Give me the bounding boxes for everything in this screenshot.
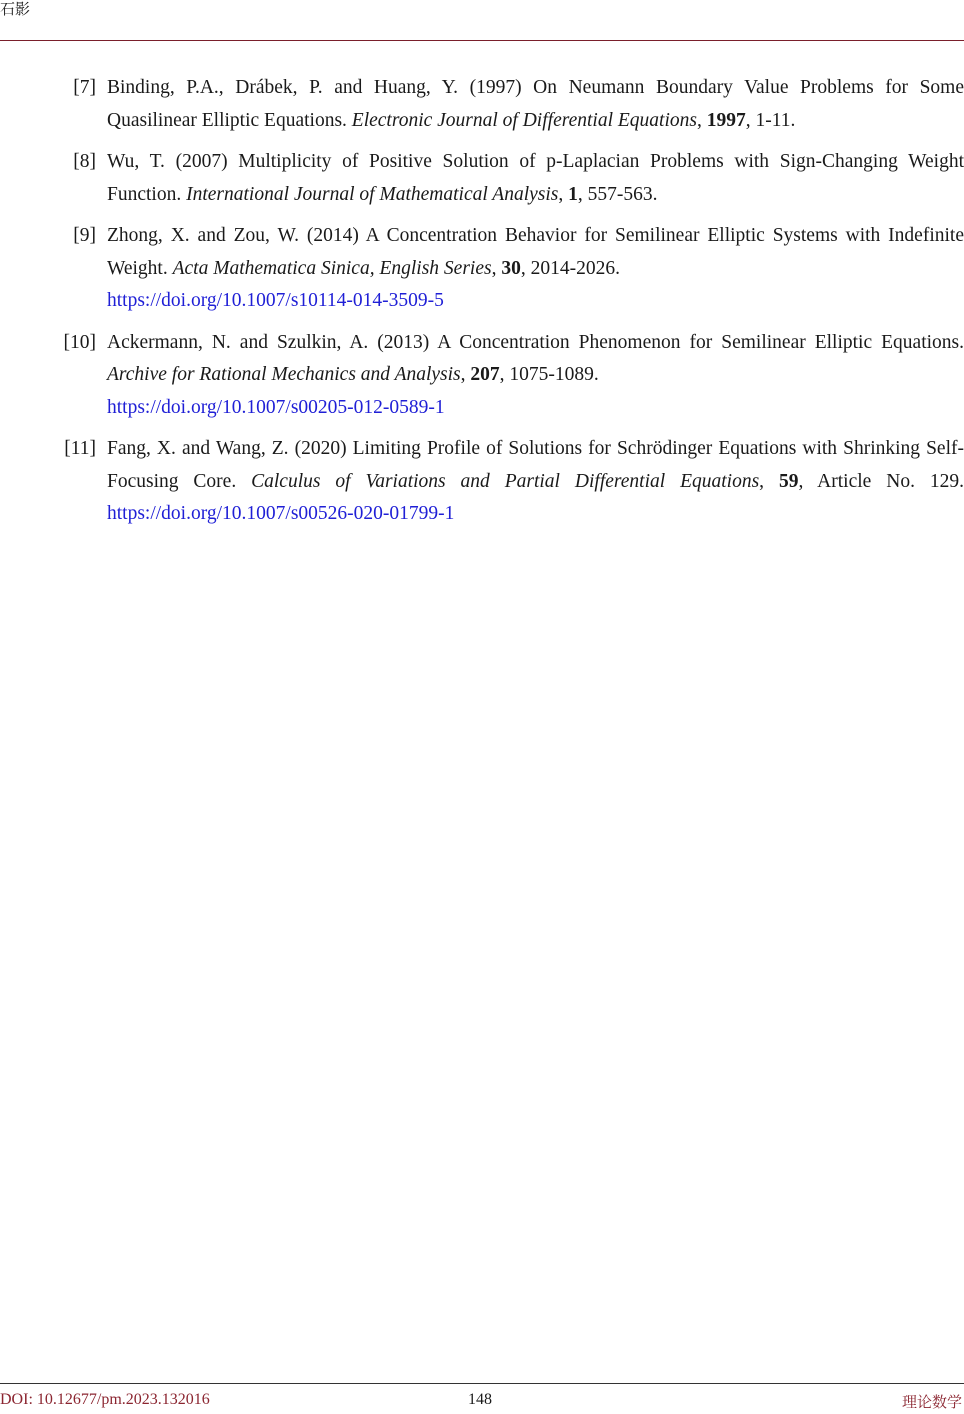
page-footer	[0, 1391, 964, 1413]
reference-pages: , 1075-1089.	[499, 364, 599, 385]
reference-number: [11]	[64, 438, 96, 459]
reference-pages: , 557-563.	[577, 183, 658, 205]
reference-journal: Electronic Journal of Differential Equations	[351, 109, 697, 131]
reference-text: Ackermann, N. and Szulkin, A. (2013) A Concentration Phenomenon for Semilinear Elliptic Equations.	[107, 331, 964, 353]
page-number: 148	[468, 1391, 492, 1408]
reference-pages: , 2014-2026.	[520, 257, 620, 279]
reference-list	[0, 72, 964, 540]
reference-item: [7] Binding, P.A., Drábek, P. and Huang, Y. (1997) On Neumann Boundary Value Problems for Some Quasilinear Elliptic Equations. Electronic Journal of Differential Equations, 1997, 1-11.	[0, 72, 964, 137]
reference-journal: International Journal of Mathematical Analysis	[186, 183, 559, 205]
footer-doi: DOI: 10.12677/pm.2023.132016	[0, 1391, 210, 1408]
reference-number: [8]	[73, 151, 96, 172]
footer-divider	[0, 1383, 964, 1384]
reference-pages: , 1-11.	[745, 109, 796, 131]
reference-item: [8] Wu, T. (2007) Multiplicity of Positive Solution of p-Laplacian Problems with Sign-Changing Weight Function. International Journal of Mathematical Analysis, 1, 557-563.	[0, 146, 964, 211]
reference-item: [9] Zhong, X. and Zou, W. (2014) A Concentration Behavior for Semilinear Elliptic Systems with Indefinite Weight. Acta Mathematica Sinica, English Series, 30, 2014-2026. https://doi.org/10.1007/s10114-014-3509-5	[0, 220, 964, 318]
reference-volume: 1	[568, 183, 578, 205]
footer-journal-name: 理论数学	[901, 1393, 962, 1411]
reference-item: [10] Ackermann, N. and Szulkin, A. (2013) A Concentration Phenomenon for Semilinear Elliptic Equations. Archive for Rational Mechanics and Analysis, 207, 1075-1089. https://doi.org/10.1007/s00205-012-0589-1	[0, 327, 964, 425]
header-divider	[0, 40, 964, 41]
reference-doi-link[interactable]: https://doi.org/10.1007/s00526-020-01799-1	[107, 503, 455, 524]
reference-number: [7]	[73, 77, 96, 98]
reference-text: Fang, X. and Wang, Z. (2020) Limiting Profile of Solutions for Schrödinger Equations with Shrinking Self-Focusing Core.	[107, 438, 964, 492]
reference-text: Wu, T. (2007) Multiplicity of Positive Solution of p-Laplacian Problems with Sign-Changing Weight Function.	[107, 151, 964, 205]
reference-pages: , Article No. 129.	[798, 470, 964, 492]
reference-doi-link[interactable]: https://doi.org/10.1007/s00205-012-0589-1	[107, 396, 445, 418]
reference-doi-link[interactable]: https://doi.org/10.1007/s10114-014-3509-5	[107, 290, 444, 311]
reference-volume: 30	[501, 257, 521, 279]
running-header-author: 石影	[0, 0, 31, 18]
reference-journal: Calculus of Variations and Partial Differential Equations	[251, 470, 760, 492]
reference-journal: Archive for Rational Mechanics and Analysis	[107, 364, 461, 385]
reference-volume: 1997	[706, 109, 746, 131]
reference-volume: 207	[470, 364, 500, 385]
reference-volume: 59	[778, 470, 799, 492]
reference-number: [10]	[63, 331, 96, 353]
reference-number: [9]	[73, 225, 96, 246]
reference-text: Zhong, X. and Zou, W. (2014) A Concentration Behavior for Semilinear Elliptic Systems with Indefinite Weight.	[107, 225, 964, 279]
reference-text: Binding, P.A., Drábek, P. and Huang, Y. (1997) On Neumann Boundary Value Problems for Some Quasilinear Elliptic Equations.	[107, 77, 964, 131]
reference-item: [11] Fang, X. and Wang, Z. (2020) Limiting Profile of Solutions for Schrödinger Equations with Shrinking Self-Focusing Core. Calculus of Variations and Partial Differential Equations, 59, Article No. 129. https://doi.org/10.1007/s00526-020-01799-1	[0, 433, 964, 531]
reference-journal: Acta Mathematica Sinica, English Series	[172, 257, 492, 279]
